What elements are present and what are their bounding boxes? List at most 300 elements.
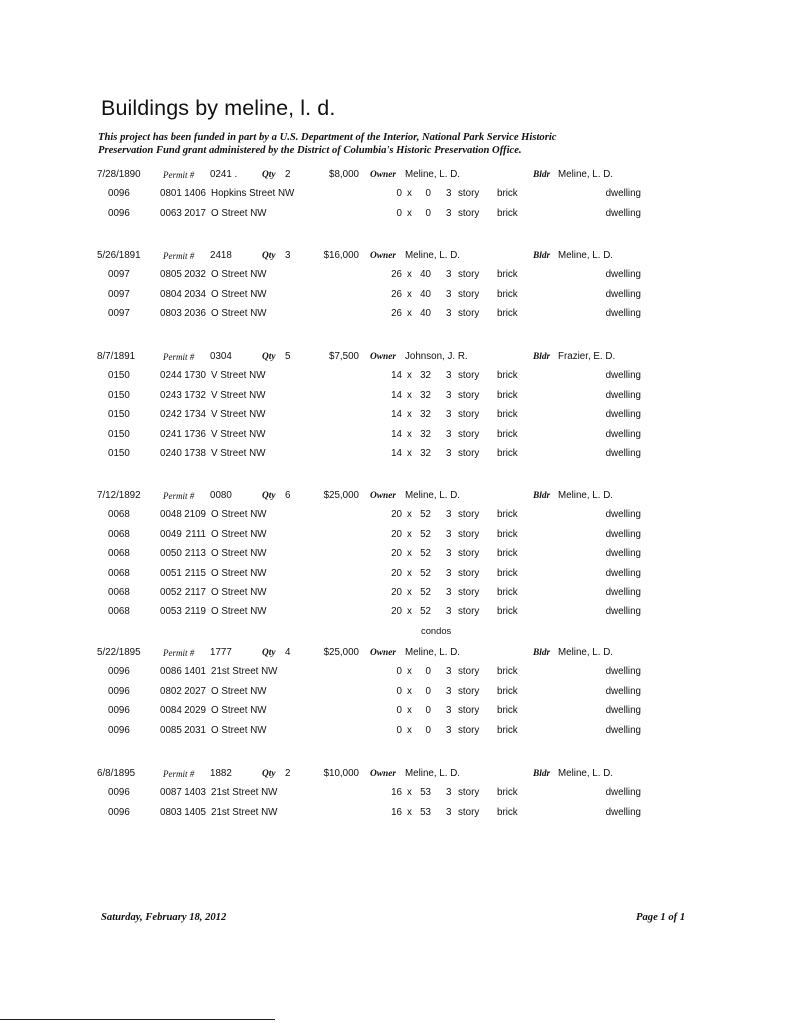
address-number-cell: 2032 bbox=[184, 269, 206, 281]
story-label-cell: story bbox=[458, 269, 480, 281]
depth-cell: 0 bbox=[425, 207, 431, 219]
stories-cell: 3 bbox=[446, 188, 452, 200]
square-cell: 0068 bbox=[108, 528, 130, 540]
address-number-cell: 1732 bbox=[184, 389, 206, 401]
lot-cell: 0805 bbox=[160, 269, 182, 281]
permit-label: Permit # bbox=[163, 769, 195, 779]
street-cell: O Street NW bbox=[211, 269, 267, 281]
stories-cell: 3 bbox=[446, 586, 452, 598]
street-cell: V Street NW bbox=[211, 428, 266, 440]
lot-cell: 0804 bbox=[160, 288, 182, 300]
material-cell: brick bbox=[497, 705, 518, 717]
permit-label: Permit # bbox=[163, 648, 195, 658]
depth-cell: 32 bbox=[420, 389, 431, 401]
square-cell: 0096 bbox=[108, 705, 130, 717]
address-number-cell: 1736 bbox=[184, 428, 206, 440]
square-cell: 0150 bbox=[108, 389, 130, 401]
footer-date: Saturday, February 18, 2012 bbox=[101, 912, 227, 923]
dimension-separator: x bbox=[407, 288, 412, 300]
material-cell: brick bbox=[497, 389, 518, 401]
width-cell: 14 bbox=[391, 447, 402, 459]
use-cell: dwelling bbox=[605, 586, 641, 598]
permit-header-row bbox=[0, 348, 789, 367]
lot-cell: 0801 bbox=[160, 188, 182, 200]
owner-name: Johnson, J. R. bbox=[405, 351, 468, 362]
depth-cell: 32 bbox=[420, 447, 431, 459]
material-cell: brick bbox=[497, 528, 518, 540]
permit-date: 7/28/1890 bbox=[97, 169, 141, 180]
use-cell: dwelling bbox=[605, 685, 641, 697]
lot-cell: 0051 bbox=[160, 567, 182, 579]
permit-date: 6/8/1895 bbox=[97, 768, 136, 779]
dimension-separator: x bbox=[407, 269, 412, 281]
dimension-separator: x bbox=[407, 666, 412, 678]
dimension-separator: x bbox=[407, 586, 412, 598]
funding-statement bbox=[98, 131, 698, 157]
builder-label: Bldr bbox=[533, 491, 551, 501]
use-cell: dwelling bbox=[605, 509, 641, 521]
lot-cell: 0243 bbox=[160, 389, 182, 401]
dimension-separator: x bbox=[407, 370, 412, 382]
width-cell: 26 bbox=[391, 288, 402, 300]
square-cell: 0096 bbox=[108, 685, 130, 697]
street-cell: O Street NW bbox=[211, 567, 267, 579]
qty-label: Qty bbox=[262, 769, 276, 779]
dimension-separator: x bbox=[407, 705, 412, 717]
square-cell: 0096 bbox=[108, 806, 130, 818]
story-label-cell: story bbox=[458, 685, 480, 697]
permit-date: 7/12/1892 bbox=[97, 490, 141, 501]
story-label-cell: story bbox=[458, 528, 480, 540]
material-cell: brick bbox=[497, 586, 518, 598]
story-label-cell: story bbox=[458, 370, 480, 382]
story-label-cell: story bbox=[458, 409, 480, 421]
square-cell: 0150 bbox=[108, 447, 130, 459]
lot-cell: 0086 bbox=[160, 666, 182, 678]
owner-name: Meline, L. D. bbox=[405, 169, 460, 180]
stories-cell: 3 bbox=[446, 567, 452, 579]
use-cell: dwelling bbox=[605, 806, 641, 818]
depth-cell: 0 bbox=[425, 685, 431, 697]
use-cell: dwelling bbox=[605, 606, 641, 618]
use-cell: dwelling bbox=[605, 666, 641, 678]
lot-cell: 0049 bbox=[160, 528, 182, 540]
square-cell: 0068 bbox=[108, 606, 130, 618]
square-cell: 0096 bbox=[108, 666, 130, 678]
qty-label: Qty bbox=[262, 491, 276, 501]
permit-date: 5/22/1895 bbox=[97, 647, 141, 658]
qty-label: Qty bbox=[262, 251, 276, 261]
dimension-separator: x bbox=[407, 447, 412, 459]
depth-cell: 52 bbox=[420, 509, 431, 521]
qty-value: 4 bbox=[285, 647, 291, 658]
use-cell: dwelling bbox=[605, 288, 641, 300]
permit-number: 1777 bbox=[210, 647, 232, 658]
dimension-separator: x bbox=[407, 567, 412, 579]
stories-cell: 3 bbox=[446, 288, 452, 300]
builder-name: Meline, L. D. bbox=[558, 490, 613, 501]
depth-cell: 40 bbox=[420, 308, 431, 320]
address-number-cell: 1403 bbox=[184, 787, 206, 799]
permit-date: 8/7/1891 bbox=[97, 351, 136, 362]
address-number-cell: 1738 bbox=[184, 447, 206, 459]
permit-header-row bbox=[0, 247, 789, 266]
material-cell: brick bbox=[497, 606, 518, 618]
depth-cell: 52 bbox=[420, 606, 431, 618]
building-row bbox=[0, 702, 789, 721]
address-number-cell: 2036 bbox=[184, 308, 206, 320]
story-label-cell: story bbox=[458, 509, 480, 521]
street-cell: V Street NW bbox=[211, 389, 266, 401]
building-row bbox=[0, 205, 789, 224]
story-label-cell: story bbox=[458, 548, 480, 560]
stories-cell: 3 bbox=[446, 207, 452, 219]
lot-cell: 0242 bbox=[160, 409, 182, 421]
page-title: Buildings by meline, l. d. bbox=[101, 96, 336, 120]
dimension-separator: x bbox=[407, 606, 412, 618]
story-label-cell: story bbox=[458, 787, 480, 799]
material-cell: brick bbox=[497, 685, 518, 697]
permit-label: Permit # bbox=[163, 352, 195, 362]
permit-number: 1882 bbox=[210, 768, 232, 779]
material-cell: brick bbox=[497, 509, 518, 521]
use-cell: dwelling bbox=[605, 370, 641, 382]
width-cell: 0 bbox=[396, 685, 402, 697]
square-cell: 0150 bbox=[108, 428, 130, 440]
address-number-cell: 1730 bbox=[184, 370, 206, 382]
dimension-separator: x bbox=[407, 389, 412, 401]
dimension-separator: x bbox=[407, 724, 412, 736]
street-cell: O Street NW bbox=[211, 288, 267, 300]
depth-cell: 0 bbox=[425, 666, 431, 678]
builder-name: Meline, L. D. bbox=[558, 768, 613, 779]
permit-cost: $25,000 bbox=[323, 490, 359, 501]
street-cell: 21st Street NW bbox=[211, 787, 278, 799]
dimension-separator: x bbox=[407, 188, 412, 200]
permit-cost: $25,000 bbox=[323, 647, 359, 658]
builder-label: Bldr bbox=[533, 251, 551, 261]
stories-cell: 3 bbox=[446, 269, 452, 281]
material-cell: brick bbox=[497, 428, 518, 440]
story-label-cell: story bbox=[458, 586, 480, 598]
street-cell: 21st Street NW bbox=[211, 806, 278, 818]
footer-page-number: Page 1 of 1 bbox=[636, 912, 686, 923]
use-cell: dwelling bbox=[605, 787, 641, 799]
qty-label: Qty bbox=[262, 352, 276, 362]
lot-cell: 0053 bbox=[160, 606, 182, 618]
lot-cell: 0802 bbox=[160, 685, 182, 697]
permit-record bbox=[0, 644, 789, 741]
owner-label: Owner bbox=[370, 648, 397, 658]
width-cell: 20 bbox=[391, 606, 402, 618]
width-cell: 20 bbox=[391, 567, 402, 579]
builder-label: Bldr bbox=[533, 648, 551, 658]
lot-cell: 0050 bbox=[160, 548, 182, 560]
builder-name: Meline, L. D. bbox=[558, 250, 613, 261]
street-cell: O Street NW bbox=[211, 548, 267, 560]
lot-cell: 0087 bbox=[160, 787, 182, 799]
stories-cell: 3 bbox=[446, 389, 452, 401]
dimension-separator: x bbox=[407, 308, 412, 320]
story-label-cell: story bbox=[458, 606, 480, 618]
width-cell: 14 bbox=[391, 389, 402, 401]
permit-header-row bbox=[0, 166, 789, 185]
material-cell: brick bbox=[497, 666, 518, 678]
street-cell: 21st Street NW bbox=[211, 666, 278, 678]
stories-cell: 3 bbox=[446, 685, 452, 697]
width-cell: 14 bbox=[391, 370, 402, 382]
square-cell: 0068 bbox=[108, 548, 130, 560]
qty-label: Qty bbox=[262, 648, 276, 658]
dimension-separator: x bbox=[407, 509, 412, 521]
qty-value: 2 bbox=[285, 169, 291, 180]
stories-cell: 3 bbox=[446, 724, 452, 736]
permit-header-row bbox=[0, 644, 789, 663]
street-cell: O Street NW bbox=[211, 685, 267, 697]
story-label-cell: story bbox=[458, 308, 480, 320]
street-cell: O Street NW bbox=[211, 705, 267, 717]
width-cell: 20 bbox=[391, 586, 402, 598]
story-label-cell: story bbox=[458, 207, 480, 219]
dimension-separator: x bbox=[407, 528, 412, 540]
address-number-cell: 2034 bbox=[184, 288, 206, 300]
stories-cell: 3 bbox=[446, 428, 452, 440]
depth-cell: 40 bbox=[420, 269, 431, 281]
square-cell: 0068 bbox=[108, 586, 130, 598]
owner-label: Owner bbox=[370, 251, 397, 261]
permit-date: 5/26/1891 bbox=[97, 250, 141, 261]
building-row bbox=[0, 683, 789, 702]
stories-cell: 3 bbox=[446, 666, 452, 678]
depth-cell: 32 bbox=[420, 370, 431, 382]
builder-label: Bldr bbox=[533, 769, 551, 779]
building-row bbox=[0, 603, 789, 622]
square-cell: 0068 bbox=[108, 567, 130, 579]
building-row bbox=[0, 545, 789, 564]
stories-cell: 3 bbox=[446, 548, 452, 560]
scan-edge-line bbox=[0, 1019, 275, 1020]
use-cell: dwelling bbox=[605, 269, 641, 281]
building-row bbox=[0, 584, 789, 603]
building-row bbox=[0, 565, 789, 584]
dimension-separator: x bbox=[407, 548, 412, 560]
use-cell: dwelling bbox=[605, 188, 641, 200]
building-row bbox=[0, 506, 789, 525]
street-cell: V Street NW bbox=[211, 370, 266, 382]
owner-label: Owner bbox=[370, 352, 397, 362]
permit-number: 0304 bbox=[210, 351, 232, 362]
address-number-cell: 2031 bbox=[184, 724, 206, 736]
street-cell: O Street NW bbox=[211, 606, 267, 618]
building-row bbox=[0, 663, 789, 682]
address-number-cell: 1405 bbox=[184, 806, 206, 818]
story-label-cell: story bbox=[458, 389, 480, 401]
address-number-cell: 1401 bbox=[184, 666, 206, 678]
stories-cell: 3 bbox=[446, 409, 452, 421]
material-cell: brick bbox=[497, 188, 518, 200]
permit-cost: $10,000 bbox=[323, 768, 359, 779]
owner-name: Meline, L. D. bbox=[405, 250, 460, 261]
lot-cell: 0048 bbox=[160, 509, 182, 521]
builder-name: Meline, L. D. bbox=[558, 647, 613, 658]
story-label-cell: story bbox=[458, 806, 480, 818]
stories-cell: 3 bbox=[446, 528, 452, 540]
square-cell: 0150 bbox=[108, 409, 130, 421]
story-label-cell: story bbox=[458, 705, 480, 717]
building-row bbox=[0, 722, 789, 741]
permit-note: condos bbox=[421, 624, 452, 636]
width-cell: 0 bbox=[396, 724, 402, 736]
dimension-separator: x bbox=[407, 787, 412, 799]
owner-name: Meline, L. D. bbox=[405, 768, 460, 779]
material-cell: brick bbox=[497, 787, 518, 799]
building-row bbox=[0, 784, 789, 803]
permit-number: 2418 bbox=[210, 250, 232, 261]
address-number-cell: 2029 bbox=[184, 705, 206, 717]
dimension-separator: x bbox=[407, 806, 412, 818]
use-cell: dwelling bbox=[605, 705, 641, 717]
permit-number: 0080 bbox=[210, 490, 232, 501]
qty-label: Qty bbox=[262, 170, 276, 180]
building-row bbox=[0, 305, 789, 324]
lot-cell: 0052 bbox=[160, 586, 182, 598]
square-cell: 0096 bbox=[108, 188, 130, 200]
width-cell: 20 bbox=[391, 548, 402, 560]
use-cell: dwelling bbox=[605, 207, 641, 219]
lot-cell: 0241 bbox=[160, 428, 182, 440]
qty-value: 2 bbox=[285, 768, 291, 779]
permit-record bbox=[0, 765, 789, 823]
building-row bbox=[0, 387, 789, 406]
permit-cost: $7,500 bbox=[329, 351, 359, 362]
permit-label: Permit # bbox=[163, 491, 195, 501]
qty-value: 3 bbox=[285, 250, 291, 261]
story-label-cell: story bbox=[458, 428, 480, 440]
owner-name: Meline, L. D. bbox=[405, 490, 460, 501]
lot-cell: 0803 bbox=[160, 308, 182, 320]
use-cell: dwelling bbox=[605, 528, 641, 540]
material-cell: brick bbox=[497, 288, 518, 300]
building-row bbox=[0, 526, 789, 545]
stories-cell: 3 bbox=[446, 447, 452, 459]
permit-record bbox=[0, 348, 789, 464]
address-number-cell: 2027 bbox=[184, 685, 206, 697]
funding-line-1: This project has been funded in part by a U.S. Department of the Interior, National Park Service Historic bbox=[98, 132, 557, 143]
address-number-cell: 2111 bbox=[185, 528, 206, 540]
builder-name: Meline, L. D. bbox=[558, 169, 613, 180]
address-number-cell: 2017 bbox=[184, 207, 206, 219]
permit-label: Permit # bbox=[163, 170, 195, 180]
street-cell: V Street NW bbox=[211, 447, 266, 459]
depth-cell: 32 bbox=[420, 409, 431, 421]
material-cell: brick bbox=[497, 806, 518, 818]
owner-label: Owner bbox=[370, 170, 397, 180]
stories-cell: 3 bbox=[446, 308, 452, 320]
width-cell: 16 bbox=[391, 806, 402, 818]
width-cell: 14 bbox=[391, 428, 402, 440]
address-number-cell: 2119 bbox=[184, 606, 206, 618]
width-cell: 0 bbox=[396, 666, 402, 678]
stories-cell: 3 bbox=[446, 370, 452, 382]
width-cell: 0 bbox=[396, 705, 402, 717]
street-cell: O Street NW bbox=[211, 586, 267, 598]
width-cell: 0 bbox=[396, 188, 402, 200]
address-number-cell: 1734 bbox=[184, 409, 206, 421]
square-cell: 0097 bbox=[108, 288, 130, 300]
material-cell: brick bbox=[497, 724, 518, 736]
square-cell: 0097 bbox=[108, 269, 130, 281]
building-row bbox=[0, 445, 789, 464]
building-row bbox=[0, 426, 789, 445]
qty-value: 6 bbox=[285, 490, 291, 501]
stories-cell: 3 bbox=[446, 606, 452, 618]
depth-cell: 52 bbox=[420, 548, 431, 560]
address-number-cell: 2115 bbox=[184, 567, 206, 579]
lot-cell: 0063 bbox=[160, 207, 182, 219]
lot-cell: 0085 bbox=[160, 724, 182, 736]
lot-cell: 0803 bbox=[160, 806, 182, 818]
material-cell: brick bbox=[497, 567, 518, 579]
use-cell: dwelling bbox=[605, 724, 641, 736]
stories-cell: 3 bbox=[446, 705, 452, 717]
funding-line-2: Preservation Fund grant administered by the District of Columbia's Historic Preservation Office. bbox=[98, 145, 522, 156]
use-cell: dwelling bbox=[605, 389, 641, 401]
dimension-separator: x bbox=[407, 207, 412, 219]
address-number-cell: 2113 bbox=[184, 548, 206, 560]
depth-cell: 53 bbox=[420, 806, 431, 818]
street-cell: O Street NW bbox=[211, 528, 267, 540]
material-cell: brick bbox=[497, 370, 518, 382]
use-cell: dwelling bbox=[605, 428, 641, 440]
builder-label: Bldr bbox=[533, 170, 551, 180]
square-cell: 0096 bbox=[108, 207, 130, 219]
lot-cell: 0084 bbox=[160, 705, 182, 717]
use-cell: dwelling bbox=[605, 409, 641, 421]
qty-value: 5 bbox=[285, 351, 291, 362]
story-label-cell: story bbox=[458, 188, 480, 200]
use-cell: dwelling bbox=[605, 308, 641, 320]
width-cell: 14 bbox=[391, 409, 402, 421]
depth-cell: 53 bbox=[420, 787, 431, 799]
story-label-cell: story bbox=[458, 567, 480, 579]
permit-cost: $8,000 bbox=[329, 169, 359, 180]
stories-cell: 3 bbox=[446, 806, 452, 818]
story-label-cell: story bbox=[458, 724, 480, 736]
address-number-cell: 1406 bbox=[184, 188, 206, 200]
depth-cell: 0 bbox=[425, 705, 431, 717]
story-label-cell: story bbox=[458, 288, 480, 300]
owner-label: Owner bbox=[370, 769, 397, 779]
use-cell: dwelling bbox=[605, 548, 641, 560]
permit-header-row bbox=[0, 487, 789, 506]
building-row bbox=[0, 804, 789, 823]
permit-record bbox=[0, 487, 789, 636]
owner-name: Meline, L. D. bbox=[405, 647, 460, 658]
owner-label: Owner bbox=[370, 491, 397, 501]
depth-cell: 52 bbox=[420, 528, 431, 540]
dimension-separator: x bbox=[407, 685, 412, 697]
material-cell: brick bbox=[497, 548, 518, 560]
depth-cell: 32 bbox=[420, 428, 431, 440]
material-cell: brick bbox=[497, 207, 518, 219]
width-cell: 20 bbox=[391, 509, 402, 521]
building-row bbox=[0, 367, 789, 386]
building-row bbox=[0, 286, 789, 305]
depth-cell: 0 bbox=[425, 724, 431, 736]
story-label-cell: story bbox=[458, 666, 480, 678]
depth-cell: 52 bbox=[420, 567, 431, 579]
square-cell: 0096 bbox=[108, 787, 130, 799]
